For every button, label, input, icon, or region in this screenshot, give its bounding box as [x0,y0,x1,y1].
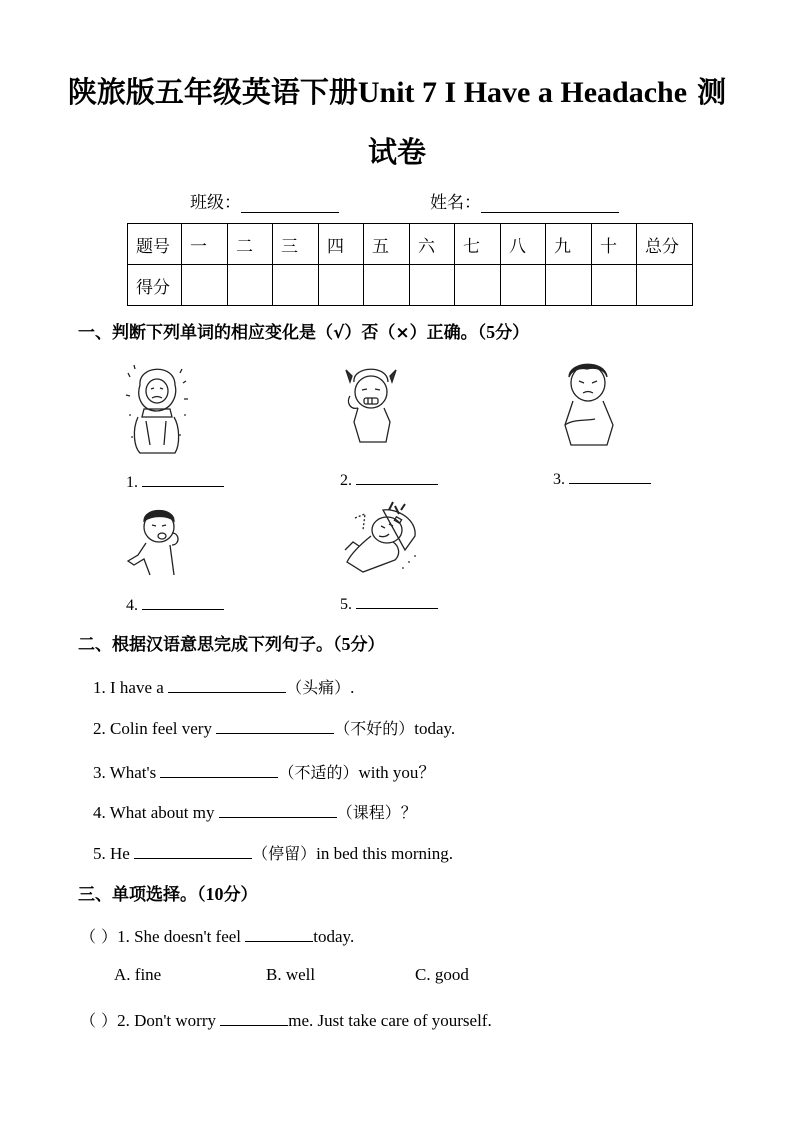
table-header-cell: 九 [546,224,592,265]
section2-points: 5 [341,634,351,654]
chinese-hint: （课程）？ [336,803,417,822]
question-text-end: in bed this morning. [316,844,454,863]
score-cell[interactable] [273,265,319,306]
score-cell[interactable] [455,265,501,306]
section1-points: 5 [486,322,496,342]
chinese-hint: （头痛） [286,678,351,697]
name-field [430,188,619,213]
answer-paren[interactable]: （ ） [80,1011,118,1030]
question-text: 1. I have a [93,678,164,697]
class-blank[interactable] [241,194,339,213]
pic-number: 5. [340,596,352,613]
pic-answer-5 [340,592,438,614]
answer-blank [245,925,313,942]
question-text-end: me. Just take care of yourself. [288,1011,492,1030]
section1-cross-mark: （×） [378,323,427,343]
score-cell[interactable] [182,265,228,306]
answer-blank[interactable] [168,676,286,693]
section1-or: 否 [361,323,379,343]
score-row-label: 得分 [128,265,182,306]
score-cell[interactable] [501,265,546,306]
name-blank[interactable] [481,194,619,213]
question-text: 3. What's [93,763,157,782]
table-header-cell: 总分 [637,224,693,265]
fill-question-2 [93,716,455,739]
table-header-cell: 四 [319,224,364,265]
stomachache-boy-image [555,355,620,447]
fill-question-4 [93,800,417,823]
sick-girl-in-bed-image [343,500,421,575]
choice-question-2 [80,1008,492,1031]
section1-end: 正确。（ [426,323,487,343]
fill-question-3 [93,758,435,783]
title-english: Unit 7 I Have a Headache [357,76,688,109]
coughing-boy-image [122,505,184,577]
fill-question-1 [93,675,354,698]
page-title-line2: 试卷 [367,135,426,169]
toothache-girl-image [340,362,402,447]
pic-answer-3 [553,467,651,489]
score-cell[interactable] [410,265,455,306]
option-b[interactable]: B. well [266,965,316,984]
table-header-cell: 二 [228,224,273,265]
table-header-cell: 五 [364,224,410,265]
section3-points: 10 [205,884,224,904]
section3-unit: 分） [223,885,258,905]
section3-title: 三、单项选择。（ [78,885,206,905]
score-cell[interactable] [546,265,592,306]
table-row [128,224,693,265]
section3-heading [78,880,258,905]
pic-number: 4. [126,597,138,614]
answer-paren[interactable]: （ ） [80,927,118,946]
score-cell[interactable] [364,265,410,306]
title-chinese-end: 测 [697,75,727,109]
question-text-end: today. [313,927,355,946]
table-header-cell: 三 [273,224,319,265]
score-cell[interactable] [592,265,637,306]
question-text: 5. He [93,844,130,863]
answer-blank[interactable] [569,467,651,484]
chinese-hint: （不适的） [278,763,359,782]
chinese-hint: （不好的） [334,719,415,738]
score-cell[interactable] [637,265,693,306]
answer-blank[interactable] [134,842,252,859]
pic-answer-2 [340,468,438,490]
option-c[interactable]: C. good [415,965,469,984]
pic-answer-4 [126,593,224,615]
table-header-cell: 题号 [128,224,182,265]
title-chinese: 陕旅版五年级英语下册 [67,75,358,109]
table-header-cell: 一 [182,224,228,265]
answer-blank[interactable] [142,593,224,610]
section1-unit: 分） [495,323,530,343]
answer-blank[interactable] [356,592,438,609]
pic-number: 3. [553,471,565,488]
fill-question-5 [93,841,453,864]
cold-child-image [120,355,195,455]
choice-question-1 [80,924,354,947]
section2-title: 二、根据汉语意思完成下列句子。（ [78,635,342,655]
chinese-hint: （停留） [252,844,317,863]
option-a[interactable]: A. fine [114,965,162,984]
name-label: 姓名： [430,193,481,213]
question-text-end: today. [414,719,456,738]
score-cell[interactable] [319,265,364,306]
score-table [127,223,693,306]
class-field [190,188,339,213]
answer-blank [220,1009,288,1026]
answer-blank[interactable] [142,470,224,487]
question-text: 2. Don't worry [117,1011,217,1030]
answer-blank[interactable] [356,468,438,485]
table-header-cell: 七 [455,224,501,265]
class-label: 班级： [190,193,241,213]
question-text: 1. She doesn't feel [117,927,242,946]
question-text-end: . [350,678,355,697]
section2-heading [78,630,385,655]
answer-blank[interactable] [219,801,337,818]
question-text-end: with you？ [358,763,436,782]
pic-number: 1. [126,474,138,491]
question-text: 4. What about my [93,803,215,822]
score-cell[interactable] [228,265,273,306]
pic-answer-1 [126,470,224,492]
pic-number: 2. [340,472,352,489]
table-header-cell: 八 [501,224,546,265]
section1-heading [78,318,529,343]
table-row [128,265,693,306]
answer-blank[interactable] [160,761,278,778]
table-header-cell: 十 [592,224,637,265]
answer-blank[interactable] [216,717,334,734]
question-text: 2. Colin feel very [93,719,212,738]
table-header-cell: 六 [410,224,455,265]
page-title [0,70,794,111]
section1-check-mark: （√） [316,323,362,343]
section2-unit: 分） [350,635,385,655]
section1-title: 一、判断下列单词的相应变化是 [78,323,316,343]
